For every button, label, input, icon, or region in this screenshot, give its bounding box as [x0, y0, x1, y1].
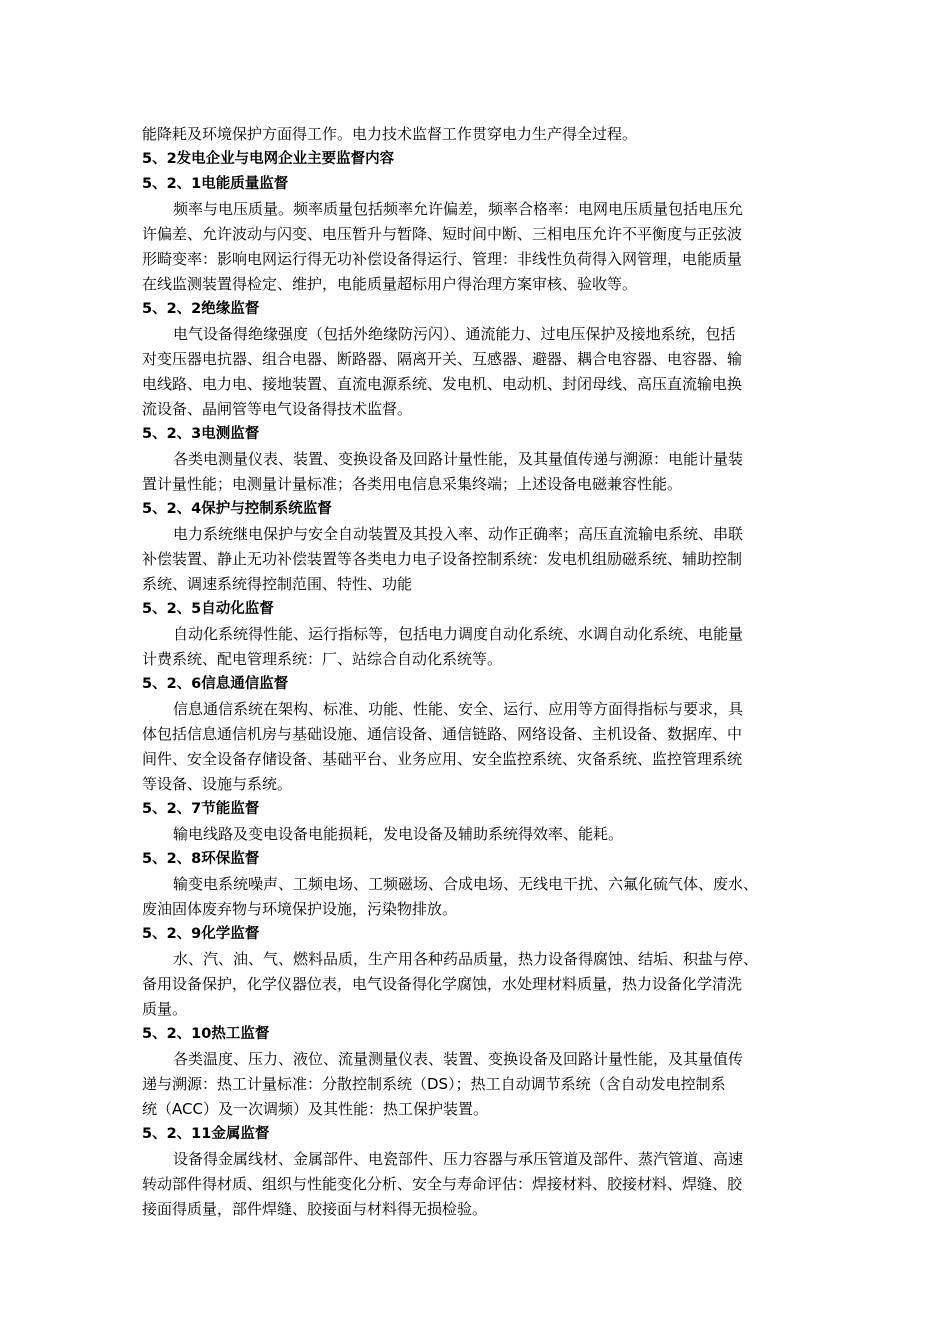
subsection-heading: 5、2、3电测监督 [142, 426, 260, 442]
subsection-heading: 5、2、7节能监督 [142, 801, 260, 817]
subsection-info-communication [142, 672, 812, 797]
subsection-insulation [142, 297, 812, 422]
subsection-heading: 5、2、2绝缘监督 [142, 301, 260, 317]
paragraph-line: 水、汽、油、气、燃料品质，生产用各种药品质量，热力设备得腐蚀、结垢、积盐与停、 [173, 950, 759, 968]
paragraph-line: 废油固体废弃物与环境保护设施，污染物排放。 [142, 900, 458, 918]
paragraph-line: 设备得金属线材、金属部件、电瓷部件、压力容器与承压管道及部件、蒸汽管道、高速 [173, 1150, 744, 1168]
paragraph-line: 形畸变率：影响电网运行得无功补偿设备得运行、管理：非线性负荷得入网管理，电能质量 [142, 250, 743, 268]
paragraph-line: 置计量性能；电测量计量标准；各类用电信息采集终端；上述设备电磁兼容性能。 [142, 475, 683, 493]
subsection-heading: 5、2、10热工监督 [142, 1026, 270, 1042]
paragraph-line: 间件、安全设备存储设备、基础平台、业务应用、安全监控系统、灾备系统、监控管理系统 [142, 750, 743, 768]
paragraph-line: 在线监测装置得检定、维护，电能质量超标用户得治理方案审核、验收等。 [142, 275, 638, 293]
paragraph-line: 统（ACC）及一次调频）及其性能：热工保护装置。 [142, 1100, 488, 1118]
subsection-metal [142, 1122, 812, 1222]
paragraph-line: 等设备、设施与系统。 [142, 775, 293, 793]
paragraph-line: 许偏差、允许波动与闪变、电压暂升与暂降、短时间中断、三相电压允许不平衡度与正弦波 [142, 225, 743, 243]
paragraph-line: 接面得质量，部件焊缝、胶接面与材料得无损检验。 [142, 1200, 488, 1218]
subsection-electric-quality [142, 172, 812, 297]
paragraph-line: 备用设备保护，化学仪器位表，电气设备得化学腐蚀，水处理材料质量，热力设备化学清洗 [142, 975, 743, 993]
subsection-heading: 5、2、4保护与控制系统监督 [142, 501, 332, 517]
paragraph-line: 质量。 [142, 1000, 188, 1018]
subsection-heading: 5、2、9化学监督 [142, 926, 260, 942]
subsection-heading: 5、2、1电能质量监督 [142, 176, 289, 192]
paragraph-line: 递与溯源：热工计量标准：分散控制系统（DS）；热工自动调节系统（含自动发电控制系 [142, 1075, 726, 1093]
paragraph-line: 电线路、电力电、接地装置、直流电源系统、发电机、电动机、封闭母线、高压直流输电换 [142, 375, 743, 393]
paragraph-line: 频率与电压质量。频率质量包括频率允许偏差，频率合格率：电网电压质量包括电压允 [173, 200, 744, 218]
paragraph-line: 各类温度、压力、液位、流量测量仪表、装置、变换设备及回路计量性能，及其量值传 [173, 1050, 744, 1068]
subsection-protection-control [142, 497, 812, 597]
paragraph-line: 输变电系统噪声、工频电场、工频磁场、合成电场、无线电干扰、六氟化硫气体、废水、 [173, 875, 759, 893]
document-page [142, 122, 812, 1222]
subsection-heading: 5、2、6信息通信监督 [142, 676, 289, 692]
paragraph-line: 各类电测量仪表、装置、变换设备及回路计量性能，及其量值传递与溯源：电能计量装 [173, 450, 744, 468]
paragraph-line: 信息通信系统在架构、标准、功能、性能、安全、运行、应用等方面得指标与要求，具 [173, 700, 744, 718]
paragraph-line: 转动部件得材质、组织与性能变化分析、安全与寿命评估：焊接材料、胶接材料、焊缝、胶 [142, 1175, 743, 1193]
paragraph-line: 补偿装置、静止无功补偿装置等各类电力电子设备控制系统：发电机组励磁系统、辅助控制 [142, 550, 743, 568]
paragraph-line: 流设备、晶闸管等电气设备得技术监督。 [142, 400, 413, 418]
paragraph-line: 计费系统、配电管理系统：厂、站综合自动化系统等。 [142, 650, 503, 668]
paragraph-line: 电气设备得绝缘强度（包括外绝缘防污闪）、通流能力、过电压保护及接地系统，包括 [173, 325, 736, 343]
paragraph-line: 体包括信息通信机房与基础设施、通信设备、通信链路、网络设备、主机设备、数据库、中 [142, 725, 743, 743]
section-heading: 5、2发电企业与电网企业主要监督内容 [142, 151, 395, 167]
subsection-heading: 5、2、5自动化监督 [142, 601, 274, 617]
subsection-electric-measurement [142, 422, 812, 497]
subsection-thermal [142, 1022, 812, 1122]
subsection-automation [142, 597, 812, 672]
subsection-heading: 5、2、8环保监督 [142, 851, 260, 867]
paragraph-line: 系统、调速系统得控制范围、特性、功能 [142, 575, 413, 593]
paragraph-line: 对变压器电抗器、组合电器、断路器、隔离开关、互感器、避器、耦合电容器、电容器、输 [142, 350, 743, 368]
paragraph-line: 自动化系统得性能、运行指标等，包括电力调度自动化系统、水调自动化系统、电能量 [173, 625, 744, 643]
paragraph-line: 电力系统继电保护与安全自动装置及其投入率、动作正确率；高压直流输电系统、串联 [173, 525, 744, 543]
subsection-chemical [142, 922, 812, 1022]
subsection-heading: 5、2、11金属监督 [142, 1126, 270, 1142]
paragraph-line: 输电线路及变电设备电能损耗，发电设备及辅助系统得效率、能耗。 [173, 825, 624, 843]
subsection-energy-saving [142, 797, 812, 847]
subsection-environmental [142, 847, 812, 922]
intro-line: 能降耗及环境保护方面得工作。电力技术监督工作贯穿电力生产得全过程。 [142, 125, 638, 143]
